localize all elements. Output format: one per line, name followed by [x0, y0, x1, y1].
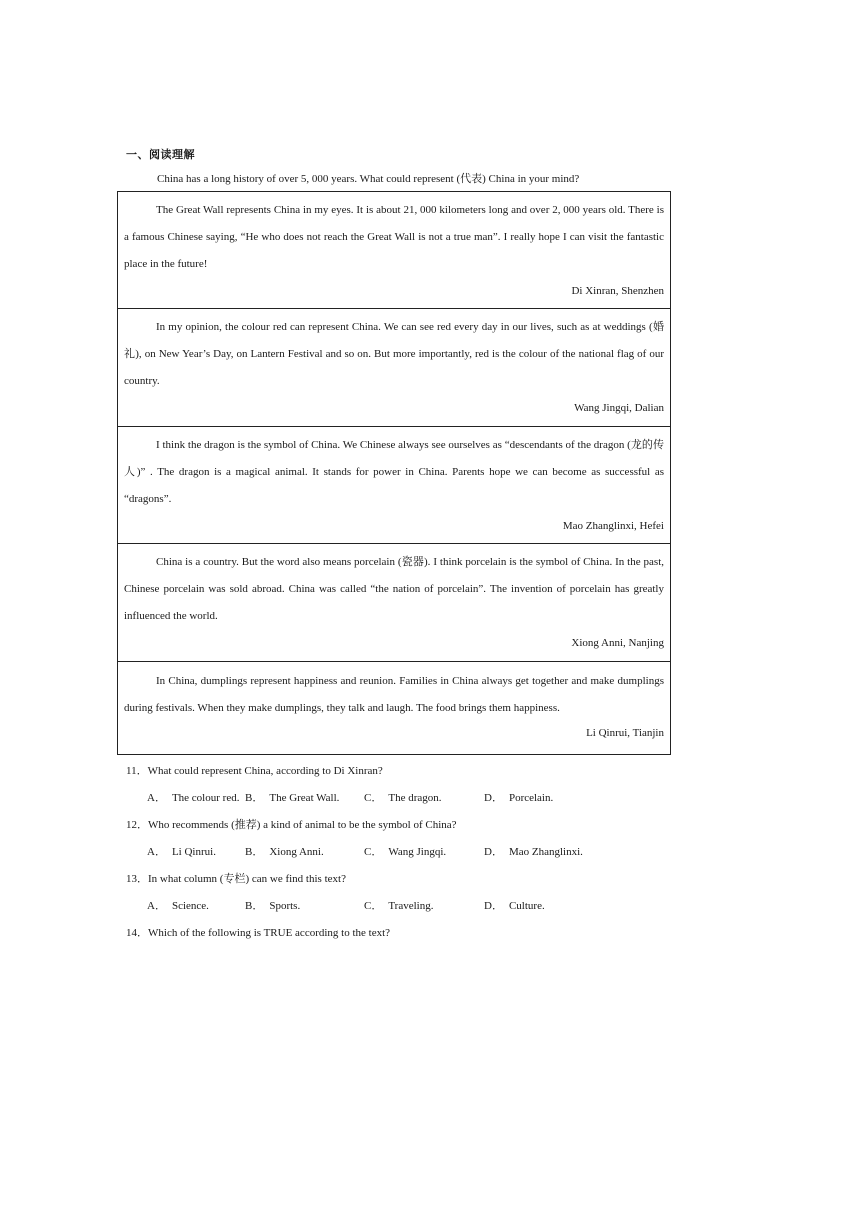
question-stem: 13．In what column (专栏) can we find this text? [126, 873, 346, 885]
passage-card [118, 192, 670, 309]
option-d[interactable]: D． Mao Zhanglinxi. [484, 846, 583, 858]
passage-text: I think the dragon is the symbol of China. We Chinese always see ourselves as “descendants of the dragon (龙的传人)” . The dragon is a magical animal. It stands for power in China. Parents hope we can become as successful as “dragons”. [124, 439, 664, 505]
passage-text: In China, dumplings represent happiness and reunion. Families in China always get together and make dumplings during festivals. When they make dumplings, they talk and laugh. The food brings them happiness. [124, 675, 664, 714]
question-options [147, 789, 667, 805]
question-options [147, 843, 667, 859]
option-a[interactable]: A． The colour red. [147, 792, 240, 804]
option-d[interactable]: D． Culture. [484, 900, 545, 912]
option-b[interactable]: B． Sports. [245, 900, 301, 912]
option-c[interactable]: C． Wang Jingqi. [364, 846, 447, 858]
passage-author: Li Qinrui, Tianjin [586, 727, 664, 739]
option-d[interactable]: D． Porcelain. [484, 792, 554, 804]
passage-card [118, 544, 670, 662]
option-a[interactable]: A． Science. [147, 900, 209, 912]
option-b[interactable]: B． The Great Wall. [245, 792, 340, 804]
option-c[interactable]: C． The dragon. [364, 792, 442, 804]
passage-author: Wang Jingqi, Dalian [574, 402, 664, 414]
section-title: 一、阅读理解 [126, 148, 195, 161]
passage-card [118, 309, 670, 427]
passage-author: Mao Zhanglinxi, Hefei [562, 520, 664, 532]
passage-card [118, 662, 670, 754]
passage-text: The Great Wall represents China in my eyes. It is about 21, 000 kilometers long and over 2, 000 years old. There is a famous Chinese saying, “He who does not reach the Great Wall is not a true man”. I really hope I can visit the fantastic place in the future! [124, 204, 664, 270]
passage-author: Di Xinran, Shenzhen [571, 285, 664, 297]
question-stem: 11．What could represent China, according to Di Xinran? [126, 765, 383, 777]
option-c[interactable]: C． Traveling. [364, 900, 434, 912]
option-a[interactable]: A． Li Qinrui. [147, 846, 216, 858]
passage-text: In my opinion, the colour red can represent China. We can see red every day in our lives, such as at weddings (婚礼), on New Year’s Day, on Lantern Festival and so on. But more importantly, red is the colour of the national flag of our country. [124, 321, 664, 387]
passage-author: Xiong Anni, Nanjing [571, 637, 664, 649]
question-stem: 12．Who recommends (推荐) a kind of animal to be the symbol of China? [126, 819, 457, 831]
option-b[interactable]: B． Xiong Anni. [245, 846, 324, 858]
intro-text: China has a long history of over 5, 000 years. What could represent (代表) China in your mind? [157, 173, 580, 185]
passage-card [118, 427, 670, 544]
passage-table [117, 191, 671, 755]
passage-text: China is a country. But the word also means porcelain (瓷器). I think porcelain is the symbol of China. In the past, Chinese porcelain was sold abroad. China was called “the nation of porcelain”. The invention of porcelain has greatly influenced the world. [124, 556, 664, 622]
question-stem: 14．Which of the following is TRUE according to the text? [126, 927, 391, 939]
question-options [147, 897, 667, 913]
